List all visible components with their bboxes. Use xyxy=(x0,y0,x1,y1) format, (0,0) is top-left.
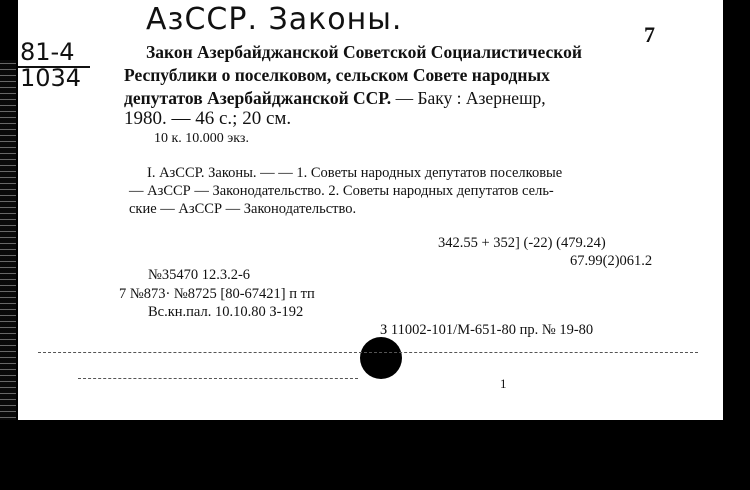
footer-mark: 1 xyxy=(500,376,507,391)
card-number: 7 xyxy=(644,22,655,47)
subjects-line-1: I. АзССР. Законы. — — 1. Советы народных депутатов поселковые xyxy=(147,165,563,181)
record-line-3: Вс.кн.пал. 10.10.80 З-192 xyxy=(148,304,304,320)
title-line-1: Закон Азербайджанской Советской Социалистической xyxy=(146,42,582,62)
scan-edge-noise xyxy=(0,60,16,420)
record-line-1: №35470 12.3.2-6 xyxy=(148,267,251,283)
shelf-mark-top: 81-4 xyxy=(20,38,75,66)
title-line-3-rest: — Баку : Азернешр, xyxy=(391,88,546,108)
classification-line-2: 67.99(2)061.2 xyxy=(570,253,653,269)
title-line-3 xyxy=(124,88,546,109)
title-line-2 xyxy=(124,65,550,86)
subjects-line-3: ские — АзССР — Законодательство. xyxy=(129,201,357,217)
imprint-line: 1980. — 46 с.; 20 см. xyxy=(124,108,292,129)
punch-hole xyxy=(360,337,402,379)
shelf-mark-bottom: 1034 xyxy=(20,64,82,92)
catalog-card xyxy=(18,0,723,420)
subjects-line-2: — АзССР — Законодательство. 2. Советы народных депутатов сель- xyxy=(129,183,554,199)
price-line: 10 к. 10.000 экз. xyxy=(154,131,249,146)
classification-line-1: 342.55 + 352] (-22) (479.24) xyxy=(438,235,606,251)
title-line-2-text: Республики о поселковом, сельском Совете народных xyxy=(124,65,550,85)
title-line-3-bold: депутатов Азербайджанской ССР. xyxy=(124,88,392,108)
handwritten-heading: АзССР. Законы. xyxy=(146,2,403,37)
scan-artifact-line xyxy=(38,352,698,353)
record-line-2: 7 №873· №8725 [80-67421] п тп xyxy=(119,286,315,302)
scan-artifact-line xyxy=(78,378,358,379)
code-line: З 11002-101/М-651-80 пр. № 19-80 xyxy=(380,322,594,338)
